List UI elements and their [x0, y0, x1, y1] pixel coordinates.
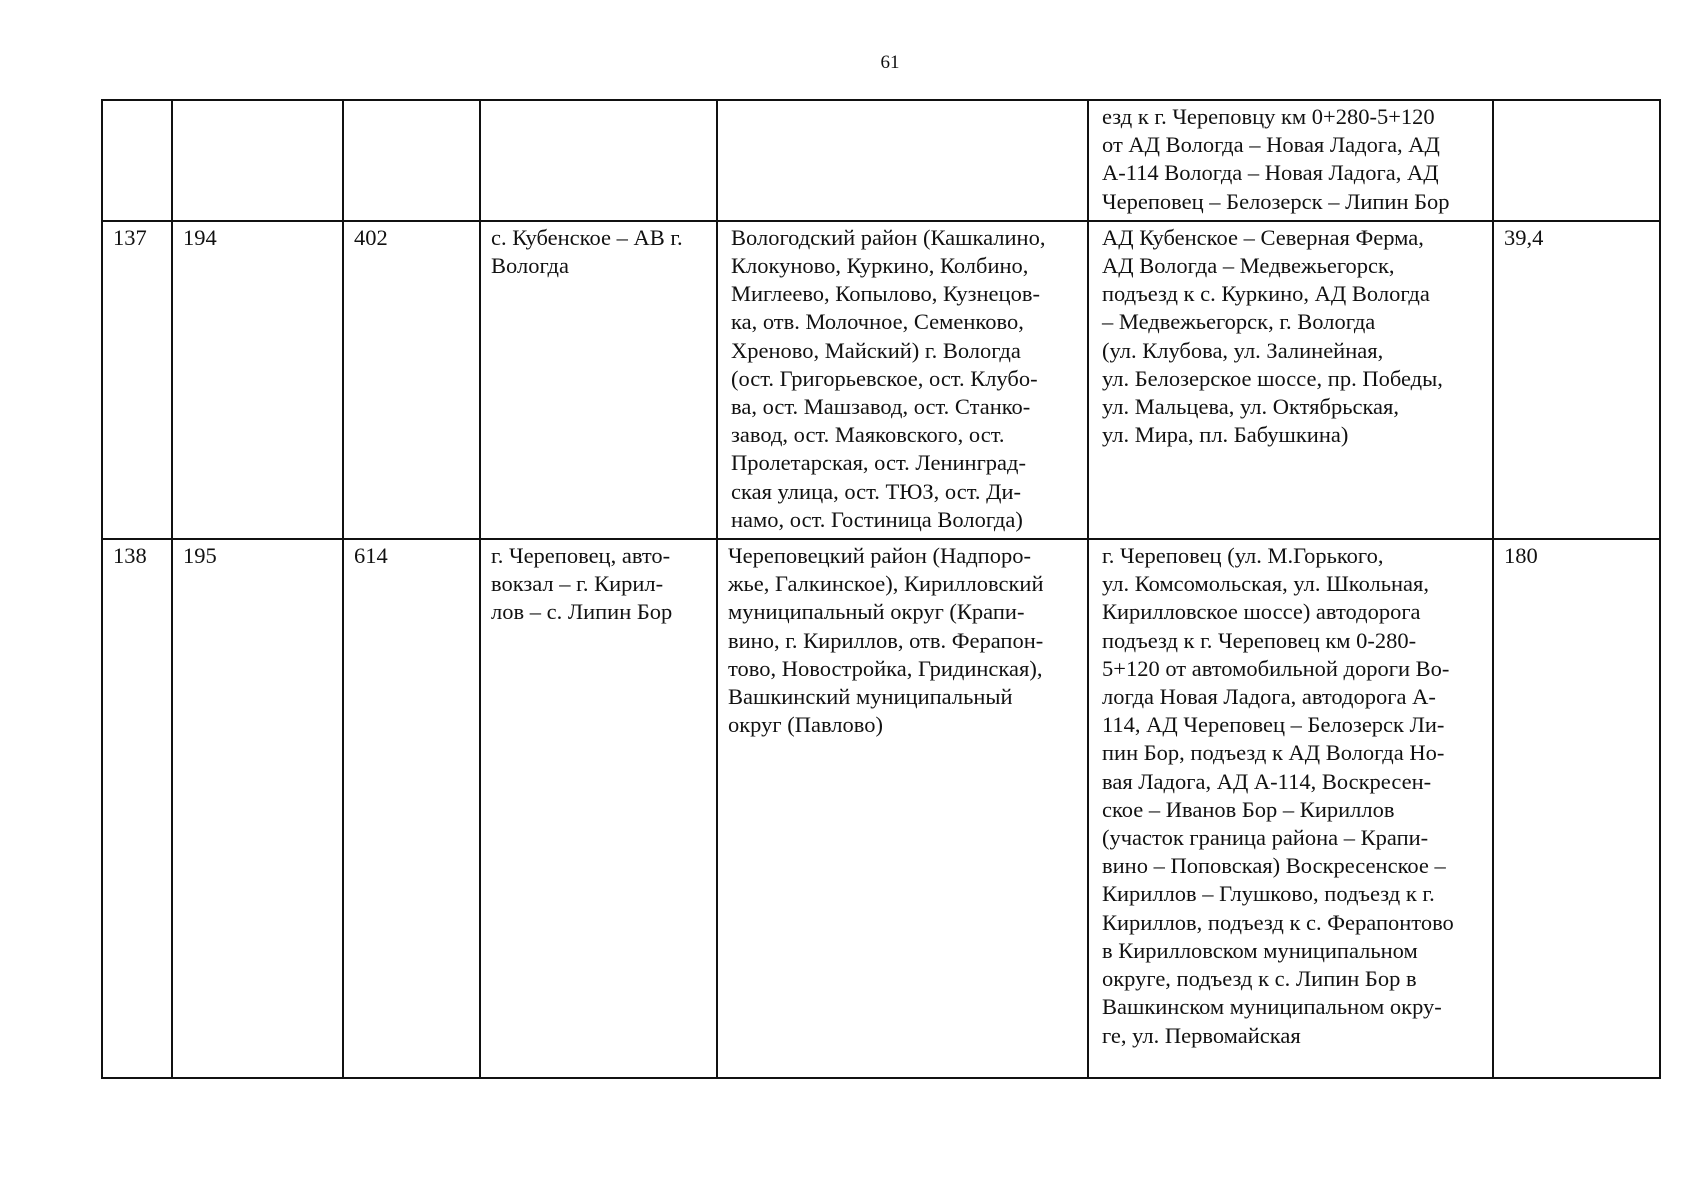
registry-number-cell: 195 [172, 539, 343, 1078]
stops-cell [717, 100, 1088, 221]
registry-number-cell [172, 100, 343, 221]
route-name-cell [480, 100, 717, 221]
stops-cell: Вологодский район (Кашкалино, Клокуново, Куркино, Колбино, Миглеево, Копылово, Кузнецов- ка, отв. Молочное, Семенково, Хреново, Майский) г. Вологда (ост. Григорьевское, ост. Клубо- ва, ост. Машзавод, ост. Станко- завод, ост. Маяковского, ост. Пролетарская, ост. Ленинград- ская улица, ост. ТЮЗ, ост. Ди- намо, ост. Гостиница Вологда) [717, 221, 1088, 539]
page-number: 61 [880, 52, 900, 73]
table-row [102, 221, 1660, 539]
length-cell: 180 [1493, 539, 1660, 1078]
length-cell: 39,4 [1493, 221, 1660, 539]
route-number-cell: 402 [343, 221, 480, 539]
table-row [102, 539, 1660, 1078]
roads-cell: г. Череповец (ул. М.Горького, ул. Комсомольская, ул. Школьная, Кирилловское шоссе) автодорога подъезд к г. Череповец км 0-280- 5+120 от автомобильной дороги Во- логда Новая Ладога, автодорога А- 114, АД Череповец – Белозерск Ли- пин Бор, подъезд к АД Вологда Но- вая Ладога, АД А-114, Воскресен- ское – Иванов Бор – Кириллов (участок граница района – Крапи- вино – Поповская) Воскресенское – Кириллов – Глушково, подъезд к г. Кириллов, подъезд к с. Ферапонтово в Кирилловском муниципальном округе, подъезд к с. Липин Бор в Вашкинском муниципальном окру- ге, ул. Первомайская [1088, 539, 1493, 1078]
registry-number-cell: 194 [172, 221, 343, 539]
row-number-cell: 137 [102, 221, 172, 539]
row-number-cell: 138 [102, 539, 172, 1078]
length-cell [1493, 100, 1660, 221]
route-number-cell [343, 100, 480, 221]
table-row [102, 100, 1660, 221]
roads-cell: АД Кубенское – Северная Ферма, АД Вологда – Медвежьегорск, подъезд к с. Куркино, АД Вологда – Медвежьегорск, г. Вологда (ул. Клубова, ул. Залинейная, ул. Белозерское шоссе, пр. Победы, ул. Мальцева, ул. Октябрьская, ул. Мира, пл. Бабушкина) [1088, 221, 1493, 539]
route-name-cell: г. Череповец, авто- вокзал – г. Кирил- лов – с. Липин Бор [480, 539, 717, 1078]
roads-cell: езд к г. Череповцу км 0+280-5+120 от АД Вологда – Новая Ладога, АД А-114 Вологда – Новая Ладога, АД Череповец – Белозерск – Липин Бор [1088, 100, 1493, 221]
routes-table [101, 99, 1661, 1079]
route-name-cell: с. Кубенское – АВ г. Вологда [480, 221, 717, 539]
row-number-cell [102, 100, 172, 221]
stops-cell: Череповецкий район (Надпоро- жье, Галкинское), Кирилловский муниципальный округ (Крапи- вино, г. Кириллов, отв. Ферапон- тово, Новостройка, Гридинская), Вашкинский муниципальный округ (Павлово) [717, 539, 1088, 1078]
route-number-cell: 614 [343, 539, 480, 1078]
